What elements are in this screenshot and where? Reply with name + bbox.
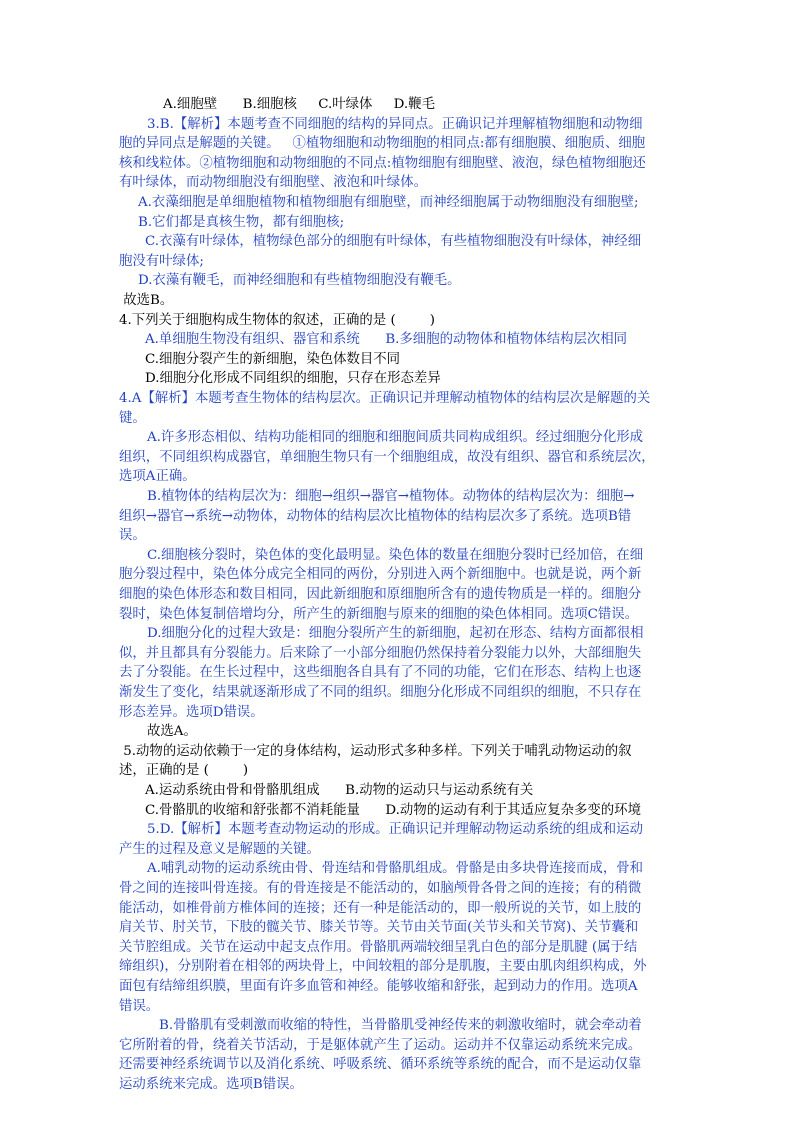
text-line: 故选A。 xyxy=(147,724,197,740)
text-line: 4.A【解析】本题考查生物体的结构层次。正确识记并理解动植物体的结构层次是解题的关 xyxy=(119,391,651,406)
text-line: D.衣藻有鞭毛，而神经细胞和有些植物细胞没有鞭毛。 xyxy=(138,273,461,289)
text-line: 关节腔组成。关节在运动中起支点作用。骨骼肌两端较细呈乳白色的部分是肌腱 (属于结 xyxy=(119,939,638,955)
text-line: C.衣藻有叶绿体，植物绿色部分的细胞有叶绿体，有些植物细胞没有叶绿体，神经细 xyxy=(145,234,642,250)
text-line: A.许多形态相似、结构功能相同的细胞和细胞间质共同构成组织。经过细胞分化形成 xyxy=(147,430,643,446)
text-line: 胞的异同点是解题的关键。 ①植物细胞和动物细胞的相同点:都有细胞膜、细胞质、细胞 xyxy=(119,136,646,152)
text-line: A.哺乳动物的运动系统由骨、骨连结和骨骼肌组成。骨骼是由多块骨连接而成，骨和 xyxy=(147,861,643,877)
text-line: C.骨骼肌的收缩和舒张都不消耗能量 D.动物的运动有利于其适应复杂多变的环境 xyxy=(145,802,641,818)
text-line: 裂时，染色体复制倍增均分，所产生的新细胞与原来的细胞的染色体相同。选项C错误。 xyxy=(119,606,639,622)
text-line: 渐发生了变化，结果就逐渐形成了不同的组织。细胞分化形成不同组织的细胞，不只存在 xyxy=(119,685,642,700)
text-line: A.单细胞生物没有组织、器官和系统 B.多细胞的动物体和植物体结构层次相同 xyxy=(145,332,628,348)
text-line: 5.D.【解析】本题考查动物运动的形成。正确识记并理解动物运动系统的组成和运动 xyxy=(147,822,643,838)
text-line: 胞分裂过程中，染色体分成完全相同的两份，分别进入两个新细胞中。也就是说，两个新 xyxy=(119,567,642,583)
text-line: 似，并且都具有分裂能力。后来除了一小部分细胞仍然保持着分裂能力以外，大部细胞失 xyxy=(119,645,642,661)
text-line: 有叶绿体，而动物细胞没有细胞壁、液泡和叶绿体。 xyxy=(119,175,427,191)
text-line: 它所附着的骨，绕着关节活动，于是躯体就产生了运动。运动并不仅靠运动系统来完成。 xyxy=(119,1037,642,1053)
text-line: B.它们都是真核生物，都有细胞核; xyxy=(138,214,345,230)
text-line: B.植物体的结构层次为：细胞→组织→器官→植物体。动物体的结构层次为：细胞→ xyxy=(147,489,635,504)
text-line: 缔组织)，分别附着在相邻的两块骨上，中间较粗的部分是肌腹，主要由肌肉组织构成，外 xyxy=(119,959,647,975)
text-line: D.细胞分化形成不同组织的细胞，只存在形态差异 xyxy=(145,371,441,387)
text-line: 运动系统来完成。选项B错误。 xyxy=(119,1077,303,1092)
text-line: 键。 xyxy=(119,410,146,426)
text-line: 去了分裂能。在生长过程中，这些细胞各自具有了不同的功能，它们在形态、结构上也逐 xyxy=(119,665,642,681)
text-line: D.细胞分化的过程大致是：细胞分裂所产生的新细胞，起初在形态、结构方面都很相 xyxy=(147,626,644,642)
text-line: 选项A正确。 xyxy=(119,469,196,485)
text-line: A.细胞壁 B.细胞核 C.叶绿体 D.鞭毛 xyxy=(163,97,435,112)
text-line: 误。 xyxy=(119,528,146,544)
text-line: 5.动物的运动依赖于一定的身体结构，运动形式多种多样。下列关于哺乳动物运动的叙 xyxy=(119,743,632,759)
text-line: A.运动系统由骨和骨骼肌组成 B.动物的运动只与运动系统有关 xyxy=(145,783,534,798)
text-line: 形态差异。选项D错误。 xyxy=(119,704,264,720)
text-line: 错误。 xyxy=(119,998,160,1014)
text-line: 能活动，如椎骨前方椎体间的连接；还有一种是能活动的，即一般所说的关节，如上肢的 xyxy=(119,900,642,916)
text-line: 核和线粒体。②植物细胞和动物细胞的不同点:植物细胞有细胞壁、液泡，绿色植物细胞还 xyxy=(119,155,646,171)
text-line: 3.B.【解析】本题考查不同细胞的结构的异同点。正确识记并理解植物细胞和动物细 xyxy=(147,116,643,132)
text-line: B.骨骼肌有受刺激而收缩的特性，当骨骼肌受神经传来的刺激收缩时，就会牵动着 xyxy=(159,1018,642,1034)
text-line: A.衣藻细胞是单细胞植物和植物细胞有细胞壁，而神经细胞属于动物细胞没有细胞壁; xyxy=(138,195,639,210)
text-line: 组织，不同组织构成器官，单细胞生物只有一个细胞组成，故没有组织、器官和系统层次， xyxy=(119,449,655,465)
text-line: 还需要神经系统调节以及消化系统、呼吸系统、循环系统等系统的配合，而不是运动仅靠 xyxy=(119,1057,642,1073)
text-line: 骨之间的连接叫骨连接。有的骨连接是不能活动的，如脑颅骨各骨之间的连接；有的稍微 xyxy=(119,881,642,896)
text-line: C.细胞分裂产生的新细胞，染色体数目不同 xyxy=(145,351,401,367)
text-line: 胞没有叶绿体; xyxy=(119,253,204,269)
text-line: 细胞的染色体形态和数目相同，因此新细胞和原细胞所含有的遗传物质是一样的。细胞分 xyxy=(119,587,642,602)
text-line: C.细胞核分裂时，染色体的变化最明显。染色体的数量在细胞分裂时已经加倍，在细 xyxy=(147,547,644,563)
text-line: 组织→器官→系统→动物体，动物体的结构层次比植物体的结构层次多了系统。选项B错 xyxy=(119,508,632,524)
text-line: 肩关节、肘关节，下肢的髋关节、膝关节等。关节由关节面(关节头和关节窝)、关节囊和 xyxy=(119,920,639,936)
text-line: 述，正确的是 ( ) xyxy=(119,763,249,779)
text-line: 故选B。 xyxy=(119,293,174,308)
text-line: 产生的过程及意义是解题的关键。 xyxy=(119,841,320,857)
text-line: 面包有结缔组织膜，里面有许多血管和神经。能够收缩和舒张，起到动力的作用。选项A xyxy=(119,979,638,994)
text-line: 4.下列关于细胞构成生物体的叙述，正确的是 ( ) xyxy=(119,312,435,328)
